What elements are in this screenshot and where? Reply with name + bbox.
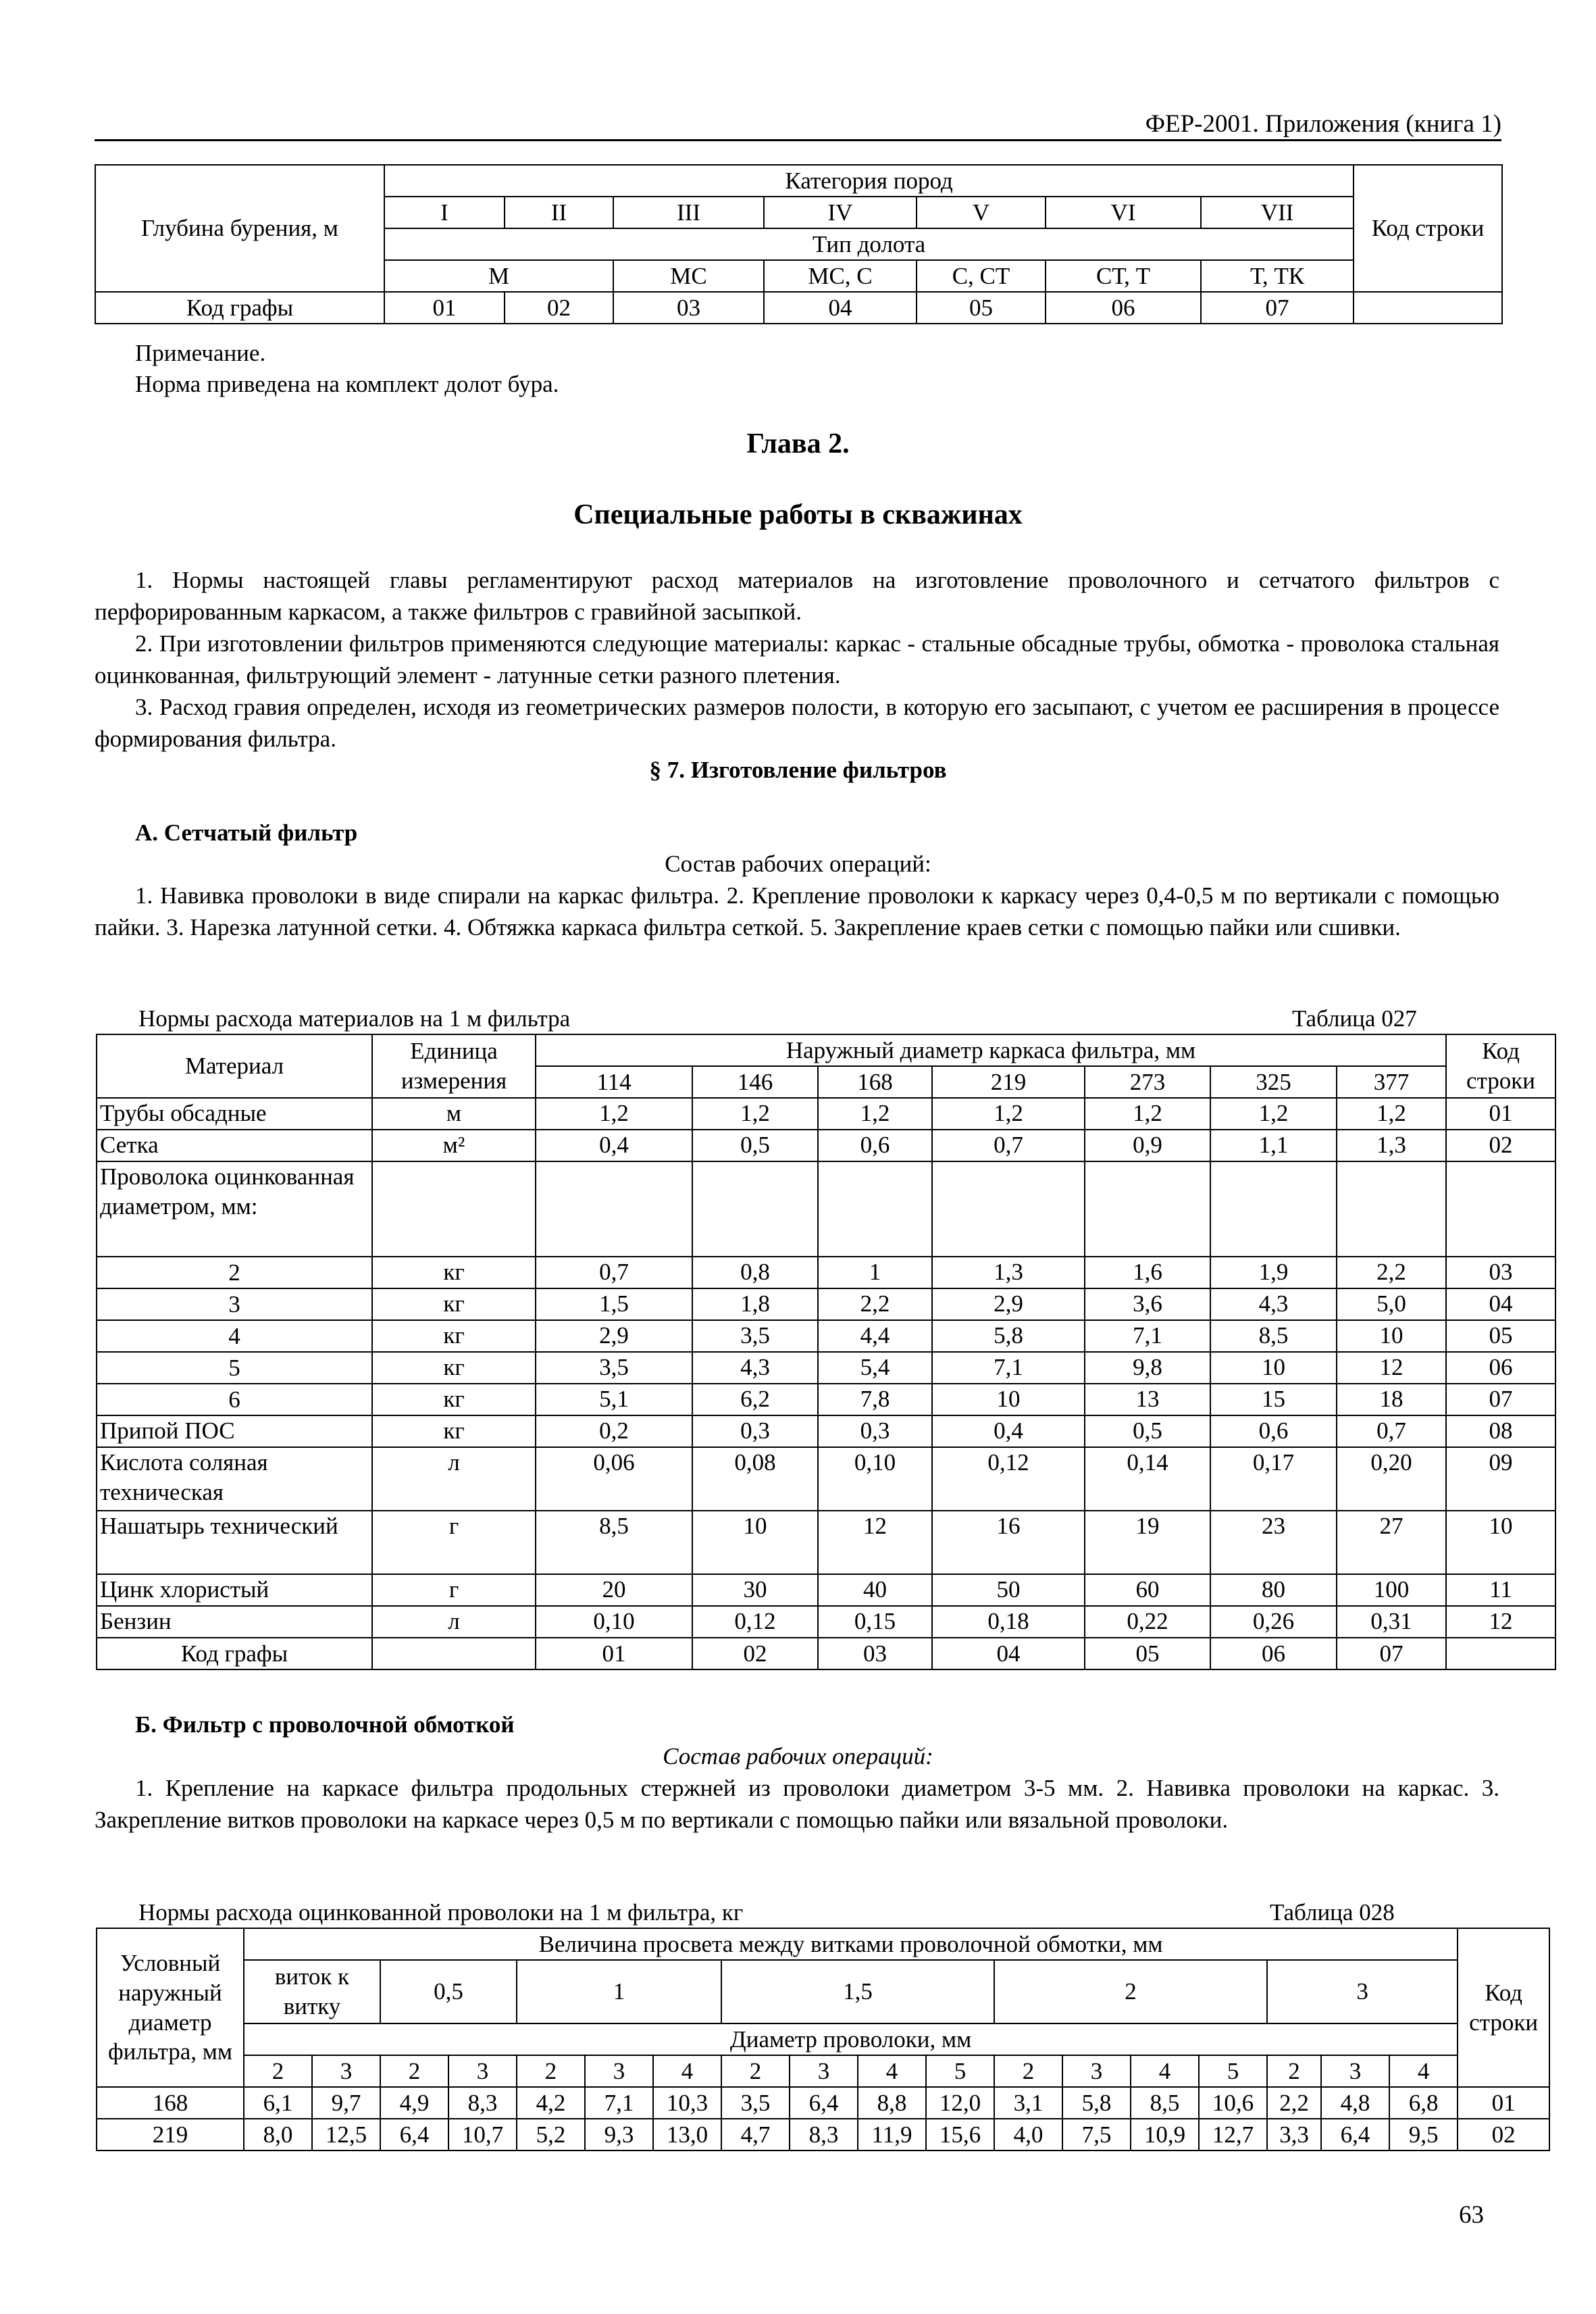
value-cell: 11,9 — [858, 2119, 926, 2150]
value-cell: 1,2 — [1210, 1098, 1337, 1130]
value-cell: 16 — [932, 1511, 1085, 1574]
value-cell: 12 — [1337, 1352, 1446, 1384]
unit-cell: м² — [372, 1130, 536, 1161]
part-a-ops-title: Состав рабочих операций: — [665, 851, 931, 877]
material-name-cell: Кислота соляная техническая — [97, 1447, 372, 1511]
t027-number: Таблица 027 — [1292, 1005, 1417, 1032]
row-code-header: Код строки — [1446, 1034, 1555, 1098]
value-cell: 0,10 — [818, 1447, 932, 1511]
value-cell: 7,1 — [585, 2087, 653, 2119]
wire-diameter-cell: 5 — [926, 2055, 994, 2087]
value-cell: 27 — [1337, 1511, 1446, 1574]
value-cell: 4,9 — [380, 2087, 448, 2119]
material-name-cell: 5 — [97, 1352, 372, 1384]
unit-cell: г — [372, 1574, 536, 1606]
row-code-cell: 06 — [1446, 1352, 1555, 1384]
wire-diameter-header: Диаметр проволоки, мм — [244, 2023, 1458, 2055]
wire-diameter-cell: 4 — [1389, 2055, 1458, 2087]
value-cell: 10 — [932, 1384, 1085, 1415]
value-cell: 0,5 — [1085, 1415, 1210, 1447]
wire-diameter-cell: 2 — [517, 2055, 585, 2087]
diameter-cell: 377 — [1337, 1066, 1446, 1098]
value-cell: 3,1 — [994, 2087, 1062, 2119]
unit-cell: л — [372, 1447, 536, 1511]
value-cell: 7,8 — [818, 1384, 932, 1415]
value-cell: 4,3 — [1210, 1288, 1337, 1320]
wire-diameter-cell: 2 — [1267, 2055, 1321, 2087]
value-cell: 0,10 — [536, 1606, 692, 1638]
material-name-cell: Сетка — [97, 1130, 372, 1161]
col-code-cell: 03 — [613, 292, 764, 324]
table-row — [97, 1638, 1555, 1669]
table-row — [97, 2119, 1549, 2150]
wire-diameter-cell: 4 — [653, 2055, 721, 2087]
value-cell: 0,31 — [1337, 1606, 1446, 1638]
value-cell: 8,8 — [858, 2087, 926, 2119]
value-cell: 40 — [818, 1574, 932, 1606]
category-cell: V — [917, 197, 1046, 228]
bit-type-cell: М — [384, 260, 613, 292]
value-cell: 5,8 — [1062, 2087, 1131, 2119]
filter-diameter-header: Условный наружный диаметр фильтра, мм — [97, 1928, 244, 2087]
value-cell: 13,0 — [653, 2119, 721, 2150]
value-cell: 7,5 — [1062, 2119, 1131, 2150]
value-cell: 0,08 — [692, 1447, 818, 1511]
material-header: Материал — [97, 1034, 372, 1098]
value-cell: 10 — [1337, 1320, 1446, 1352]
col-code-cell: 02 — [505, 292, 613, 324]
value-cell: 6,4 — [790, 2087, 858, 2119]
gap-cell: 1 — [517, 1960, 721, 2023]
value-cell: 3,6 — [1085, 1288, 1210, 1320]
gap-cell: 1,5 — [721, 1960, 994, 2023]
wire-diameter-cell: 2 — [994, 2055, 1062, 2087]
diameter-cell: 114 — [536, 1066, 692, 1098]
value-cell: 2,9 — [932, 1288, 1085, 1320]
value-cell: 1,2 — [818, 1098, 932, 1130]
page-number: 63 — [1459, 2201, 1484, 2229]
part-b-ops-text: 1. Крепление на каркасе фильтра продольных стержней из проволоки диаметром 3-5 мм. 2. Навивка проволоки на каркас. 3. Закрепление витков проволоки на каркасе через 0,5 м по вертикали с помощью пайки или вязальной проволоки. — [95, 1775, 1499, 1833]
col-code-cell: 01 — [536, 1638, 692, 1669]
bit-category-table — [95, 164, 1503, 324]
value-cell: 0,7 — [932, 1130, 1085, 1161]
material-name-cell: Трубы обсадные — [97, 1098, 372, 1130]
section-title: § 7. Изготовление фильтров — [649, 757, 947, 783]
value-cell: 10 — [1210, 1352, 1337, 1384]
value-cell: 23 — [1210, 1511, 1337, 1574]
table-row — [97, 2087, 1549, 2119]
row-code-cell: 05 — [1446, 1320, 1555, 1352]
value-cell: 4,0 — [994, 2119, 1062, 2150]
intro-paragraph: 1. Нормы настоящей главы регламентируют расход материалов на изготовление проволочного и сетчатого фильтров с перфорированным каркасом, а также фильтров с гравийной засыпкой. — [95, 567, 1499, 625]
material-name-cell: Цинк хлористый — [97, 1574, 372, 1606]
row-code-cell: 10 — [1446, 1511, 1555, 1574]
col-code-cell: 07 — [1201, 292, 1354, 324]
value-cell: 2,2 — [818, 1288, 932, 1320]
value-cell: 10,3 — [653, 2087, 721, 2119]
note-title: Примечание. — [135, 340, 266, 366]
value-cell: 9,5 — [1389, 2119, 1458, 2150]
value-cell: 50 — [932, 1574, 1085, 1606]
col-code-label: Код графы — [97, 1638, 372, 1669]
category-cell: II — [505, 197, 613, 228]
value-cell: 9,7 — [312, 2087, 380, 2119]
value-cell: 1,9 — [1210, 1257, 1337, 1288]
value-cell: 0,20 — [1337, 1447, 1446, 1511]
value-cell: 0,18 — [932, 1606, 1085, 1638]
value-cell: 2,2 — [1267, 2087, 1321, 2119]
diameter-cell: 325 — [1210, 1066, 1337, 1098]
gap-cell: 3 — [1267, 1960, 1458, 2023]
value-cell: 1,3 — [1337, 1130, 1446, 1161]
unit-cell: кг — [372, 1415, 536, 1447]
value-cell: 0,12 — [932, 1447, 1085, 1511]
table-row — [97, 1161, 1555, 1257]
col-code-cell: 03 — [818, 1638, 932, 1669]
wire-diameter-cell: 5 — [1199, 2055, 1267, 2087]
t027-caption: Нормы расхода материалов на 1 м фильтра — [138, 1005, 571, 1032]
value-cell: 0,7 — [1337, 1415, 1446, 1447]
part-b-ops-title: Состав рабочих операций: — [663, 1743, 933, 1769]
value-cell: 1,8 — [692, 1288, 818, 1320]
table-row — [97, 1384, 1555, 1415]
value-cell: 0,14 — [1085, 1447, 1210, 1511]
col-code-cell: 04 — [764, 292, 917, 324]
filter-diameter-cell: 168 — [97, 2087, 244, 2119]
wire-diameter-cell: 2 — [721, 2055, 790, 2087]
wire-diameter-cell: 2 — [244, 2055, 312, 2087]
value-cell: 6,2 — [692, 1384, 818, 1415]
value-cell: 1 — [818, 1257, 932, 1288]
table-row — [97, 1511, 1555, 1574]
value-cell: 0,9 — [1085, 1130, 1210, 1161]
value-cell: 0,06 — [536, 1447, 692, 1511]
wire-diameter-cell: 4 — [1131, 2055, 1199, 2087]
row-code-cell: 08 — [1446, 1415, 1555, 1447]
col-code-cell: 07 — [1337, 1638, 1446, 1669]
running-header: ФЕР-2001. Приложения (книга 1) — [1145, 110, 1501, 138]
value-cell: 8,5 — [1210, 1320, 1337, 1352]
value-cell: 0,5 — [692, 1130, 818, 1161]
value-cell: 8,5 — [536, 1511, 692, 1574]
value-cell: 5,0 — [1337, 1288, 1446, 1320]
table-row — [97, 1606, 1555, 1638]
intro-paragraph: 3. Расход гравия определен, исходя из геометрических размеров полости, в которую его засыпают, с учетом ее расширения в процессе формирования фильтра. — [95, 694, 1499, 752]
part-a-title: А. Сетчатый фильтр — [135, 820, 358, 846]
value-cell: 5,1 — [536, 1384, 692, 1415]
unit-cell: кг — [372, 1352, 536, 1384]
wire-diameter-cell: 3 — [585, 2055, 653, 2087]
value-cell: 13 — [1085, 1384, 1210, 1415]
t028-caption: Нормы расхода оцинкованной проволоки на 1 м фильтра, кг — [138, 1899, 744, 1926]
diameter-header: Наружный диаметр каркаса фильтра, мм — [536, 1034, 1446, 1066]
col-code-cell: 06 — [1210, 1638, 1337, 1669]
value-cell: 2,2 — [1337, 1257, 1446, 1288]
material-name-cell: 3 — [97, 1288, 372, 1320]
value-cell: 1,2 — [536, 1098, 692, 1130]
unit-cell: кг — [372, 1384, 536, 1415]
row-code-cell: 02 — [1458, 2119, 1549, 2150]
value-cell: 1,2 — [692, 1098, 818, 1130]
value-cell: 12,5 — [312, 2119, 380, 2150]
col-code-cell: 02 — [692, 1638, 818, 1669]
value-cell: 3,5 — [536, 1352, 692, 1384]
header-rule — [95, 139, 1501, 141]
unit-cell: кг — [372, 1257, 536, 1288]
col-code-label: Код графы — [95, 292, 384, 324]
value-cell: 4,2 — [517, 2087, 585, 2119]
value-cell: 7,1 — [1085, 1320, 1210, 1352]
table-row — [97, 1352, 1555, 1384]
value-cell: 10,6 — [1199, 2087, 1267, 2119]
category-cell: III — [613, 197, 764, 228]
table-row — [97, 1130, 1555, 1161]
value-cell: 3,5 — [721, 2087, 790, 2119]
row-code-cell: 03 — [1446, 1257, 1555, 1288]
row-code-header: Код строки — [1458, 1928, 1549, 2087]
table-row — [97, 1447, 1555, 1511]
table-row — [97, 1415, 1555, 1447]
wire-diameter-cell: 4 — [858, 2055, 926, 2087]
value-cell: 0,6 — [818, 1130, 932, 1161]
value-cell: 18 — [1337, 1384, 1446, 1415]
value-cell: 10,7 — [448, 2119, 517, 2150]
table-row — [97, 1288, 1555, 1320]
value-cell: 12,7 — [1199, 2119, 1267, 2150]
value-cell: 4,8 — [1321, 2087, 1389, 2119]
value-cell: 1,6 — [1085, 1257, 1210, 1288]
unit-cell: кг — [372, 1288, 536, 1320]
wire-table-028 — [96, 1928, 1550, 2151]
material-name-cell: Припой ПОС — [97, 1415, 372, 1447]
value-cell: 4,4 — [818, 1320, 932, 1352]
value-cell: 0,2 — [536, 1415, 692, 1447]
value-cell: 0,4 — [932, 1415, 1085, 1447]
category-cell: VI — [1046, 197, 1201, 228]
row-code-cell: 04 — [1446, 1288, 1555, 1320]
bit-type-cell: С, СТ — [917, 260, 1046, 292]
row-code-cell: 07 — [1446, 1384, 1555, 1415]
value-cell: 0,15 — [818, 1606, 932, 1638]
value-cell: 0,8 — [692, 1257, 818, 1288]
value-cell: 1,5 — [536, 1288, 692, 1320]
col-code-cell: 04 — [932, 1638, 1085, 1669]
wire-diameter-cell: 2 — [380, 2055, 448, 2087]
value-cell: 6,8 — [1389, 2087, 1458, 2119]
gap-cell: 0,5 — [380, 1960, 517, 2023]
chapter-number: Глава 2. — [746, 428, 850, 459]
wire-diameter-cell: 3 — [790, 2055, 858, 2087]
value-cell: 4,7 — [721, 2119, 790, 2150]
value-cell: 8,3 — [790, 2119, 858, 2150]
diameter-cell: 168 — [818, 1066, 932, 1098]
table-row — [97, 1257, 1555, 1288]
row-code-cell: 09 — [1446, 1447, 1555, 1511]
value-cell: 3,5 — [692, 1320, 818, 1352]
value-cell: 2,9 — [536, 1320, 692, 1352]
value-cell: 8,3 — [448, 2087, 517, 2119]
value-cell: 9,3 — [585, 2119, 653, 2150]
material-name-cell: Нашатырь технический — [97, 1511, 372, 1574]
table-row — [97, 1320, 1555, 1352]
part-b-title: Б. Фильтр с проволочной обмоткой — [135, 1711, 515, 1738]
row-code-cell: 01 — [1458, 2087, 1549, 2119]
value-cell: 30 — [692, 1574, 818, 1606]
value-cell: 0,7 — [536, 1257, 692, 1288]
t028-number: Таблица 028 — [1270, 1899, 1395, 1926]
bit-type-header: Тип долота — [384, 228, 1354, 260]
category-header: Категория пород — [384, 165, 1354, 197]
wire-diameter-cell: 3 — [312, 2055, 380, 2087]
value-cell: 1,2 — [932, 1098, 1085, 1130]
col-code-cell: 06 — [1046, 292, 1201, 324]
filter-diameter-cell: 219 — [97, 2119, 244, 2150]
value-cell: 60 — [1085, 1574, 1210, 1606]
wire-diameter-cell: 3 — [1321, 2055, 1389, 2087]
value-cell: 7,1 — [932, 1352, 1085, 1384]
wire-diameter-cell: 3 — [448, 2055, 517, 2087]
value-cell: 0,26 — [1210, 1606, 1337, 1638]
value-cell: 0,3 — [818, 1415, 932, 1447]
value-cell: 8,5 — [1131, 2087, 1199, 2119]
value-cell: 9,8 — [1085, 1352, 1210, 1384]
diameter-cell: 219 — [932, 1066, 1085, 1098]
col-code-cell: 01 — [384, 292, 505, 324]
wire-diameter-cell: 3 — [1062, 2055, 1131, 2087]
row-code-cell: 01 — [1446, 1098, 1555, 1130]
value-cell: 15 — [1210, 1384, 1337, 1415]
turn-to-turn-header: виток к витку — [244, 1960, 380, 2023]
value-cell: 6,4 — [380, 2119, 448, 2150]
gap-header: Величина просвета между витками проволочной обмотки, мм — [244, 1928, 1458, 1960]
unit-cell: м — [372, 1098, 536, 1130]
table-row — [97, 1098, 1555, 1130]
row-code-header: Код строки — [1354, 165, 1502, 292]
materials-table-027 — [96, 1034, 1556, 1670]
value-cell: 8,0 — [244, 2119, 312, 2150]
value-cell: 10 — [692, 1511, 818, 1574]
value-cell: 0,4 — [536, 1130, 692, 1161]
value-cell: 0,3 — [692, 1415, 818, 1447]
value-cell: 1,1 — [1210, 1130, 1337, 1161]
category-cell: I — [384, 197, 505, 228]
value-cell: 5,2 — [517, 2119, 585, 2150]
value-cell: 12,0 — [926, 2087, 994, 2119]
note-text: Норма приведена на комплект долот бура. — [135, 371, 559, 397]
value-cell: 80 — [1210, 1574, 1337, 1606]
value-cell: 3,3 — [1267, 2119, 1321, 2150]
col-code-cell: 05 — [917, 292, 1046, 324]
row-code-cell: 12 — [1446, 1606, 1555, 1638]
value-cell: 1,3 — [932, 1257, 1085, 1288]
category-cell: VII — [1201, 197, 1354, 228]
material-name-cell: 6 — [97, 1384, 372, 1415]
part-a-ops-text: 1. Навивка проволоки в виде спирали на каркас фильтра. 2. Крепление проволоки к каркасу через 0,4-0,5 м по вертикали с помощью пайки. 3. Нарезка латунной сетки. 4. Обтяжка каркаса фильтра сеткой. 5. Закрепление краев сетки с помощью пайки или сшивки. — [95, 882, 1499, 940]
unit-cell: г — [372, 1511, 536, 1574]
value-cell: 15,6 — [926, 2119, 994, 2150]
row-code-cell: 02 — [1446, 1130, 1555, 1161]
value-cell: 19 — [1085, 1511, 1210, 1574]
material-name-cell: 4 — [97, 1320, 372, 1352]
bit-type-cell: МС, С — [764, 260, 917, 292]
unit-cell: л — [372, 1606, 536, 1638]
bit-type-cell: СТ, Т — [1046, 260, 1201, 292]
value-cell: 0,6 — [1210, 1415, 1337, 1447]
unit-cell: кг — [372, 1320, 536, 1352]
chapter-title: Специальные работы в скважинах — [573, 499, 1023, 530]
wire-group-label: Проволока оцинкованная диаметром, мм: — [97, 1161, 372, 1257]
value-cell: 5,4 — [818, 1352, 932, 1384]
material-name-cell: 2 — [97, 1257, 372, 1288]
value-cell: 20 — [536, 1574, 692, 1606]
table-row — [97, 1574, 1555, 1606]
material-name-cell: Бензин — [97, 1606, 372, 1638]
value-cell: 100 — [1337, 1574, 1446, 1606]
row-code-cell: 11 — [1446, 1574, 1555, 1606]
value-cell: 6,1 — [244, 2087, 312, 2119]
col-code-cell: 05 — [1085, 1638, 1210, 1669]
unit-header: Единица измерения — [372, 1034, 536, 1098]
gap-cell: 2 — [994, 1960, 1267, 2023]
value-cell: 1,2 — [1337, 1098, 1446, 1130]
bit-type-cell: МС — [613, 260, 764, 292]
value-cell: 0,22 — [1085, 1606, 1210, 1638]
value-cell: 5,8 — [932, 1320, 1085, 1352]
diameter-cell: 146 — [692, 1066, 818, 1098]
bit-type-cell: Т, ТК — [1201, 260, 1354, 292]
value-cell: 12 — [818, 1511, 932, 1574]
intro-paragraph: 2. При изготовлении фильтров применяются следующие материалы: каркас - стальные обсадные трубы, обмотка - проволока стальная оцинкованная, фильтрующий элемент - латунные сетки разного плетения. — [95, 630, 1499, 688]
value-cell: 6,4 — [1321, 2119, 1389, 2150]
value-cell: 0,12 — [692, 1606, 818, 1638]
value-cell: 10,9 — [1131, 2119, 1199, 2150]
diameter-cell: 273 — [1085, 1066, 1210, 1098]
value-cell: 1,2 — [1085, 1098, 1210, 1130]
category-cell: IV — [764, 197, 917, 228]
value-cell: 4,3 — [692, 1352, 818, 1384]
value-cell: 0,17 — [1210, 1447, 1337, 1511]
depth-header: Глубина бурения, м — [95, 165, 384, 292]
